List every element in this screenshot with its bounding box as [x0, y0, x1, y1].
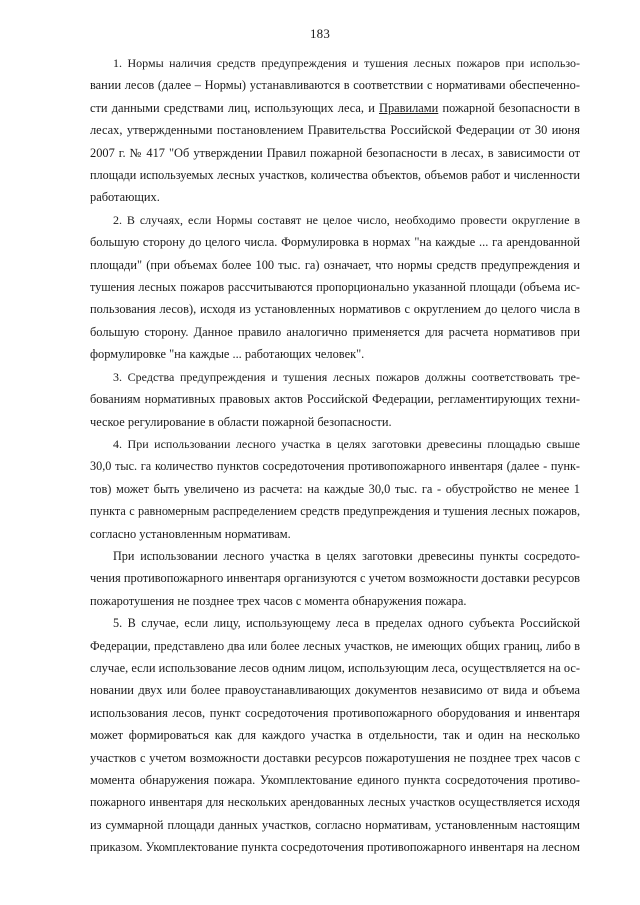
paragraph-5 [90, 545, 580, 612]
text-line: При использовании лесного участка в целях заготовки древесины пункты сосредото- [113, 548, 580, 563]
text-line: приказом. Укомплектование пункта сосредоточения противопожарного инвентаря на лесном [90, 840, 580, 855]
text-line: 2. В случаях, если Нормы составят не целое число, необходимо провести округление в [113, 212, 580, 227]
text-line: случае, если использование лесов одним лицом, использующим леса, осуществляется на ос- [90, 660, 580, 675]
paragraph-6 [90, 612, 580, 858]
text-line: лесах, утвержденными постановлением Правительства Российской Федерации от 30 июня [90, 123, 580, 138]
text-line: 3. Средства предупреждения и тушения лесных пожаров должны соответствовать тре- [113, 369, 580, 384]
text-line: использования лесов, пункт сосредоточения противопожарного оборудования и инвентаря [90, 705, 580, 720]
text-fragment: сти данными средствами лиц, использующих леса, и [90, 100, 379, 115]
paragraph-4 [90, 433, 580, 545]
text-line-with-link [90, 97, 580, 119]
text-line: момента обнаружения пожара. Укомплектование единого пункта сосредоточения противо- [90, 773, 580, 787]
text-line: пункта с равномерным распределением средств предупреждения и тушения лесных пожаров, [90, 504, 580, 519]
text-line: 30,0 тыс. га количество пунктов сосредоточения противопожарного инвентаря (далее - пунк- [90, 459, 580, 474]
text-line: 4. При использовании лесного участка в целях заготовки древесины площадью свыше [113, 436, 580, 451]
rules-link[interactable]: Правилами [379, 100, 439, 115]
text-line: ческое регулирование в области пожарной безопасности. [90, 414, 392, 429]
text-line: пожарного инвентаря для нескольких арендованных лесных участков осуществляется исходя [90, 795, 580, 810]
text-line: может формироваться как для каждого участка в отдельности, так и один на несколько [90, 728, 580, 743]
paragraph-2 [90, 209, 580, 366]
text-line: формулировке "на каждые ... работающих человек". [90, 347, 365, 362]
paragraph-1 [90, 52, 580, 209]
text-line: тов) может быть увеличено из расчета: на каждые 30,0 тыс. га - обустройство не менее 1 [90, 481, 580, 496]
page-number: 183 [309, 26, 331, 41]
text-line: новании двух или более правоустанавливающих документов независимо от вида и объема [90, 683, 580, 698]
text-line: вании лесов (далее – Нормы) устанавливаются в соответствии с нормативами обеспеченно- [90, 78, 580, 93]
text-line: Федерации, представлено два или более лесных участков, не имеющих общих границ, либо в [90, 638, 580, 653]
text-line: чения противопожарного инвентаря организуются с учетом возможности доставки ресурсов [90, 571, 580, 586]
text-line: согласно установленным нормативам. [90, 526, 291, 541]
text-line: работающих. [90, 190, 160, 205]
text-line: 5. В случае, если лицу, использующему леса в пределах одного субъекта Российской [113, 616, 580, 631]
text-line: большую сторону до целого числа. Формулировка в нормах "на каждые ... га арендованной [90, 235, 580, 250]
text-line: бованиям нормативных правовых актов Российской Федерации, регламентирующих техни- [90, 392, 580, 407]
text-line: пожаротушения не позднее трех часов с момента обнаружения пожара. [90, 593, 467, 608]
document-body [90, 52, 580, 859]
text-line: площади" (при объемах более 100 тыс. га) означает, что нормы средств предупреждения и [90, 257, 580, 272]
text-line: из суммарной площади данных участков, согласно нормативам, установленным настоящим [90, 817, 580, 832]
text-line: большую сторону. Данное правило аналогично применяется для расчета нормативов при [90, 324, 580, 339]
text-line: 2007 г. № 417 "Об утверждении Правил пожарной безопасности в лесах, в зависимости от [90, 145, 580, 160]
text-line: 1. Нормы наличия средств предупреждения и тушения лесных пожаров при использо- [113, 56, 580, 70]
text-line: участков с учетом возможности доставки ресурсов пожаротушения не позднее трех часов с [90, 750, 580, 765]
text-fragment: пожарной безопасности в [438, 100, 580, 115]
paragraph-3 [90, 366, 580, 433]
text-line: тушения лесных пожаров рассчитываются пропорционально указанной площади (объема ис- [90, 280, 580, 295]
text-line: пользования лесов), исходя из установленных нормативов с округлением до целого числа в [90, 302, 580, 317]
text-line: площади используемых лесных участков, количества объектов, объемов работ и численности [90, 168, 580, 183]
